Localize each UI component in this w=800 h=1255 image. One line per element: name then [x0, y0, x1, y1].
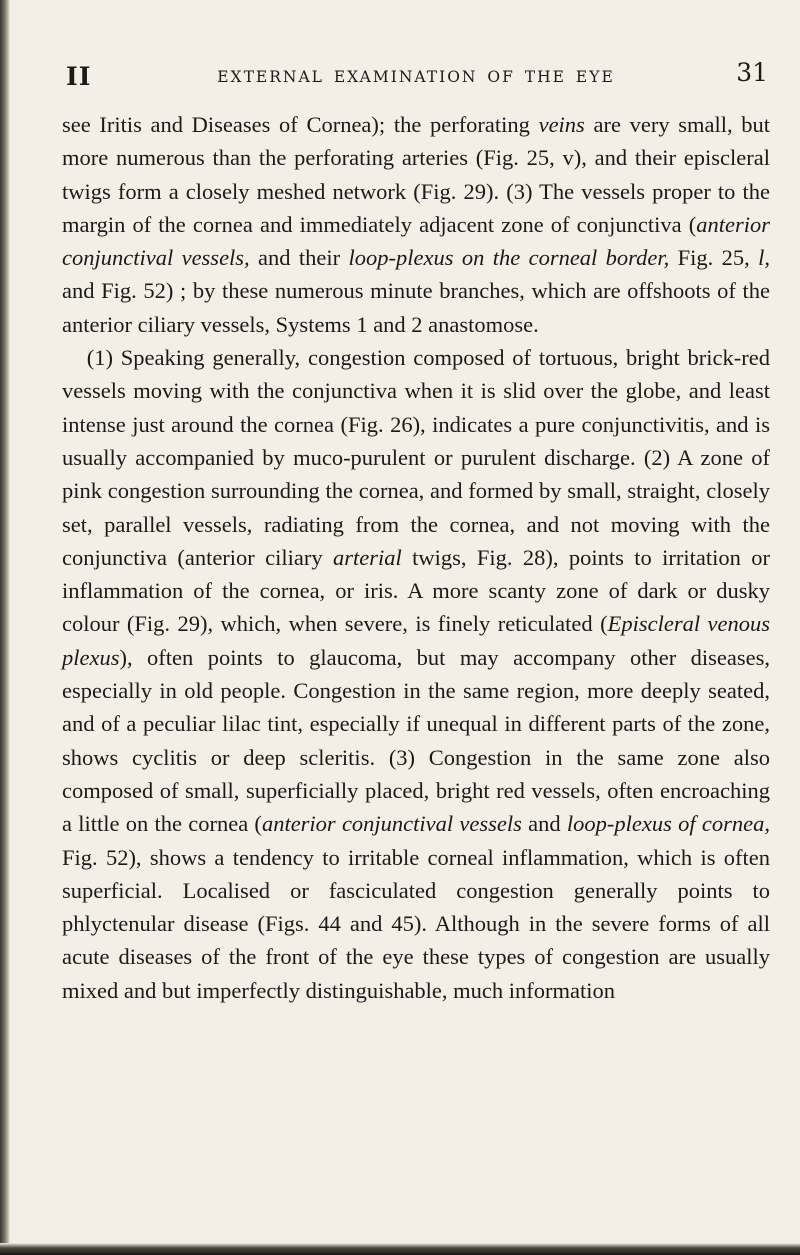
text-run: Fig. 52), shows a tendency to irritable corneal inflammation, which is often superficial. Localised or fasciculated congestion generally points to phlyctenular disease (Figs. 44 and 45). Although in the severe forms of all acute diseases of the front of the eye these types of congestion are usually mixed and but imperfectly distinguishable, much information [62, 844, 770, 1003]
italic-text-run: loop-plexus of cornea, [566, 811, 770, 837]
running-head [62, 58, 770, 98]
text-run: are very small, but more numerous than the perforating arteries (Fig. 25, v), and their episcleral twigs form a closely meshed network (Fig. 29). (3) The vessels proper to the margin of the cornea and immediately adjacent zone of conjunctiva ( [62, 112, 770, 237]
text-run: (1) Speaking generally, congestion composed of tortuous, bright brick-red vessels moving with the conjunctiva when it is slid over the globe, and least intense just around the cornea (Fig. 26), indicates a pure conjunctivitis, and is usually accompanied by muco-purulent or purulent discharge. (2) A zone of pink congestion surrounding the cornea, and formed by small, straight, closely set, parallel vessels, radiating from the cornea, and not moving with the conjunctiva (anterior ciliary [62, 345, 770, 570]
paragraph-continued [62, 108, 770, 341]
page-number: 31 [736, 58, 768, 87]
text-run: see Iritis and Diseases of Cornea); the perforating [62, 112, 539, 137]
italic-text-run: l, [758, 245, 770, 271]
italic-text-run: arterial [333, 544, 402, 570]
text-run: and their [249, 245, 349, 271]
italic-text-run: veins [538, 112, 585, 137]
body-text [62, 108, 770, 1007]
page-bottom-edge [0, 1243, 800, 1255]
italic-text-run: Episcleral venous plexus [62, 611, 770, 670]
text-run: Fig. 25, [669, 245, 759, 271]
text-run: and Fig. 52) ; by these numerous minute branches, which are offshoots of the anterior ciliary vessels, Systems 1 and 2 anastomose. [62, 278, 770, 337]
text-run: twigs, Fig. 28), points to irritation or inflammation of the cornea, or iris. A more scanty zone of dark or dusky colour (Fig. 29), which, when severe, is finely reticulated ( [62, 544, 771, 637]
paragraph-congestion-types [62, 341, 770, 1007]
page-binding-edge [0, 0, 10, 1255]
book-page [62, 58, 770, 1007]
running-title: EXTERNAL EXAMINATION OF THE EYE [217, 68, 615, 86]
text-run: and [521, 811, 567, 837]
italic-text-run: loop-plexus on the corneal border, [348, 245, 670, 271]
italic-text-run: anterior conjunctival vessels, [62, 211, 770, 271]
text-run: ), often points to glaucoma, but may accompany other diseases, especially in old people. Congestion in the same region, more deeply seated, and of a peculiar lilac tint, especially if unequal in different parts of the zone, shows cyclitis or deep scleritis. (3) Congestion in the same zone also composed of small, superficially placed, bright red vessels, often encroaching a little on the cornea ( [62, 644, 770, 837]
italic-text-run: anterior conjunctival vessels [261, 811, 522, 837]
chapter-numeral: II [66, 62, 92, 91]
